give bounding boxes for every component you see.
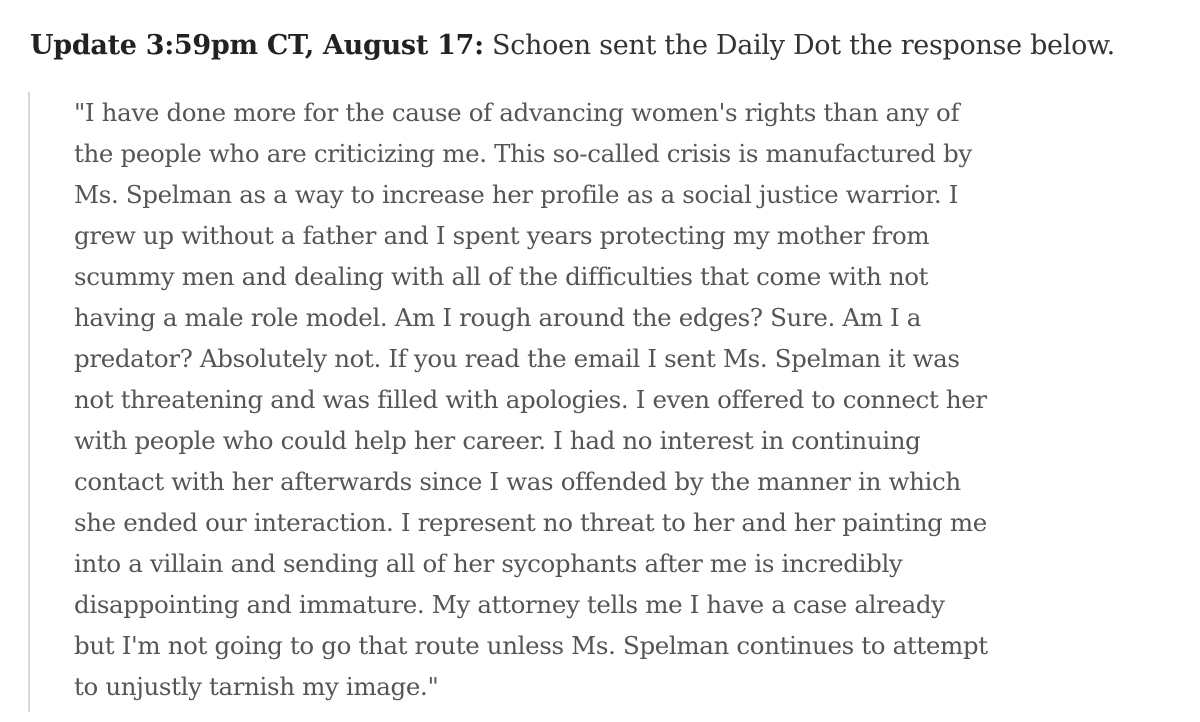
statement-text: [74, 92, 1064, 707]
quote-line: not threatening and was filled with apologies. I even offered to connect her: [74, 385, 987, 414]
quote-line: with people who could help her career. I had no interest in continuing: [74, 426, 921, 455]
quote-line: the people who are criticizing me. This so-called crisis is manufactured by: [74, 139, 972, 168]
quote-line: Ms. Spelman as a way to increase her profile as a social justice warrior. I: [74, 180, 959, 209]
quote-line: contact with her afterwards since I was offended by the manner in which: [74, 467, 961, 496]
update-label: Update 3:59pm CT, August 17:: [30, 30, 484, 61]
quote-line: having a male role model. Am I rough around the edges? Sure. Am I a: [74, 303, 922, 332]
quote-line: to unjustly tarnish my image.": [74, 672, 439, 701]
quote-line: scummy men and dealing with all of the difficulties that come with not: [74, 262, 929, 291]
quote-line: but I'm not going to go that route unless Ms. Spelman continues to attempt: [74, 631, 988, 660]
quote-line: predator? Absolutely not. If you read the email I sent Ms. Spelman it was: [74, 344, 960, 373]
quote-line: "I have done more for the cause of advancing women's rights than any of: [74, 98, 960, 127]
update-text: Schoen sent the Daily Dot the response below.: [483, 30, 1115, 61]
update-paragraph: [30, 28, 1200, 64]
quote-line: disappointing and immature. My attorney tells me I have a case already: [74, 590, 945, 619]
quote-line: into a villain and sending all of her sycophants after me is incredibly: [74, 549, 903, 578]
quote-line: she ended our interaction. I represent no threat to her and her painting me: [74, 508, 987, 537]
quote-line: grew up without a father and I spent years protecting my mother from: [74, 221, 930, 250]
statement-blockquote: [28, 92, 1068, 712]
